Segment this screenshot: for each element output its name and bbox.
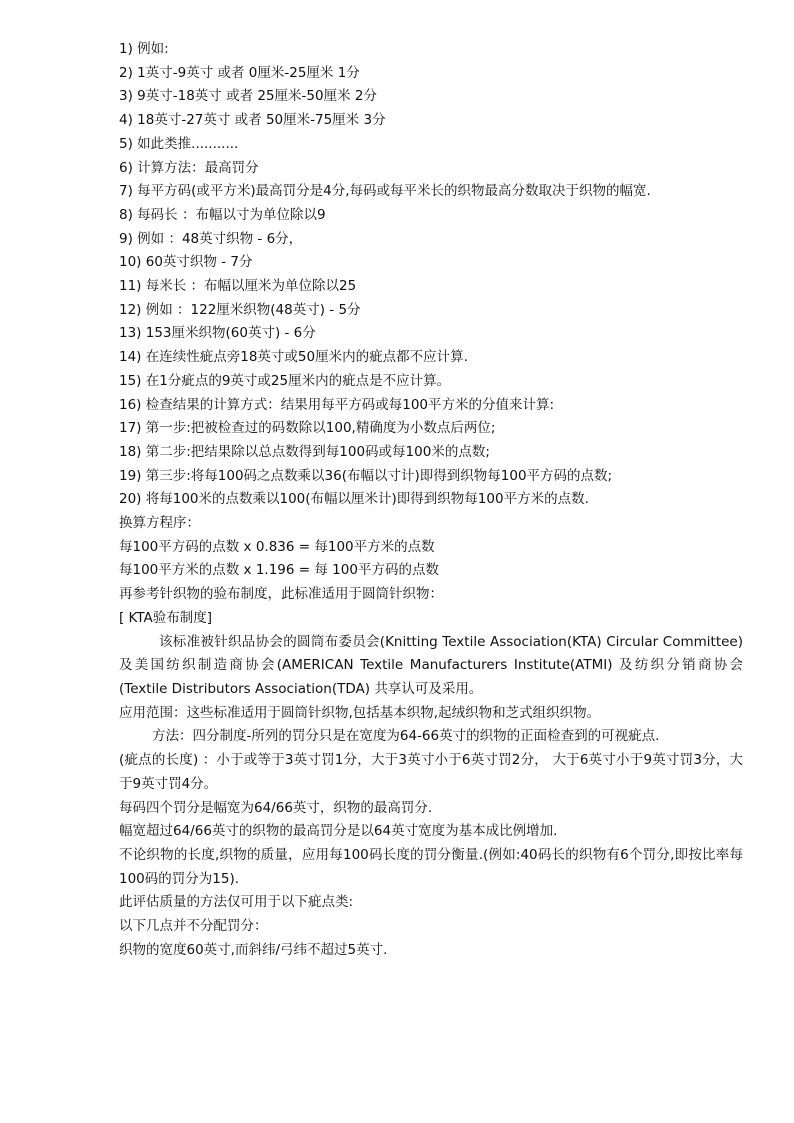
list-item-11: 11) 每米长 ：布幅以厘米为单位除以25 bbox=[119, 278, 357, 295]
kta-heading: [ KTA验布制度] bbox=[119, 609, 213, 626]
scope-paragraph: 应用范围：这些标准适用于圆筒针织物,包括基本织物,起绒织物和芝式组织织物。 bbox=[119, 704, 601, 721]
list-item-8: 8) 每码长 ：布幅以寸为单位除以9 bbox=[119, 206, 326, 223]
defect-length-paragraph: (疵点的长度) ：小于或等于3英寸罚1分，大于3英寸小于6英寸罚2分， 大于6英寸小于9英寸罚3分，大于9英寸罚4分。 bbox=[119, 752, 743, 792]
list-item-15: 15) 在1分疵点的9英寸或25厘米内的疵点是不应计算。 bbox=[119, 372, 451, 389]
list-item-14: 14) 在连续性疵点旁18英寸或50厘米内的疵点都不应计算. bbox=[119, 349, 468, 366]
method-paragraph: 方法：四分制度-所列的罚分只是在宽度为64-66英寸的织物的正面检查到的可视疵点. bbox=[152, 728, 660, 745]
list-item-9: 9) 例如 ：48英寸织物 - 6分， bbox=[119, 230, 303, 247]
conversion-heading: 换算方程序： bbox=[119, 515, 200, 532]
fabric-width-line: 织物的宽度60英寸,而斜纬/弓纬不超过5英寸. bbox=[119, 941, 388, 958]
list-item-4: 4) 18英寸-27英寸 或者 50厘米-75厘米 3分 bbox=[119, 112, 386, 129]
list-item-1: 1) 例如: bbox=[119, 41, 169, 57]
knit-intro: 再参考针织物的验布制度，此标准适用于圆筒针织物： bbox=[119, 586, 443, 603]
list-item-13: 13) 153厘米织物(60英寸) - 6分 bbox=[119, 325, 316, 342]
list-item-12: 12) 例如 ：122厘米织物(48英寸) - 5分 bbox=[119, 301, 361, 318]
list-item-6: 6) 计算方法：最高罚分 bbox=[119, 159, 259, 176]
list-item-18: 18) 第二步:把结果除以总点数得到每100码或每100米的点数; bbox=[119, 443, 490, 460]
list-item-10: 10) 60英寸织物 - 7分 bbox=[119, 254, 253, 271]
list-item-20: 20) 将每100米的点数乘以100(布幅以厘米计)即得到织物每100平方米的点数. bbox=[119, 491, 589, 508]
list-item-7: 7) 每平方码(或平方米)最高罚分是4分,每码或每平米长的织物最高分数取决于织物的幅宽. bbox=[119, 183, 651, 200]
list-item-16: 16) 检查结果的计算方式：结果用每平方码或每100平方米的分值来计算: bbox=[119, 396, 555, 413]
no-penalty-line: 以下几点并不分配罚分： bbox=[119, 918, 268, 935]
list-item-19: 19) 第三步:将每100码之点数乘以36(布幅以寸计)即得到织物每100平方码的点数; bbox=[119, 467, 613, 484]
kta-paragraph: 该标准被针织品协会的圆筒布委员会(Knitting Textile Association(KTA) Circular Committee) 及美国纺织制造商协会(AMERICAN Textile Manufacturers Institute(ATMI) 及纺织分销商协会(Textile Distributors Association(TDA) 共享认可及采用。 bbox=[119, 633, 743, 697]
width-over-line: 幅宽超过64/66英寸的织物的最高罚分是以64英寸宽度为基本成比例增加. bbox=[119, 823, 558, 840]
list-item-5: 5) 如此类推........... bbox=[119, 135, 239, 152]
list-item-3: 3) 9英寸-18英寸 或者 25厘米-50厘米 2分 bbox=[119, 88, 377, 105]
list-item-17: 17) 第一步:把被检查过的码数除以100,精确度为小数点后两位; bbox=[119, 420, 496, 437]
conversion-formula-2: 每100平方米的点数 x 1.196 = 每 100平方码的点数 bbox=[119, 562, 439, 579]
max-penalty-line: 每码四个罚分是幅宽为64/66英寸，织物的最高罚分. bbox=[119, 799, 433, 816]
list-item-2: 2) 1英寸-9英寸 或者 0厘米-25厘米 1分 bbox=[119, 64, 360, 81]
method-scope-line: 此评估质量的方法仅可用于以下疵点类: bbox=[119, 894, 354, 911]
length-independent-paragraph: 不论织物的长度,织物的质量，应用每100码长度的罚分衡量.(例如:40码长的织物有6个罚分,即按比率每100码的罚分为15). bbox=[119, 846, 743, 887]
document-page bbox=[119, 38, 743, 962]
conversion-formula-1: 每100平方码的点数 x 0.836 = 每100平方米的点数 bbox=[119, 538, 435, 555]
